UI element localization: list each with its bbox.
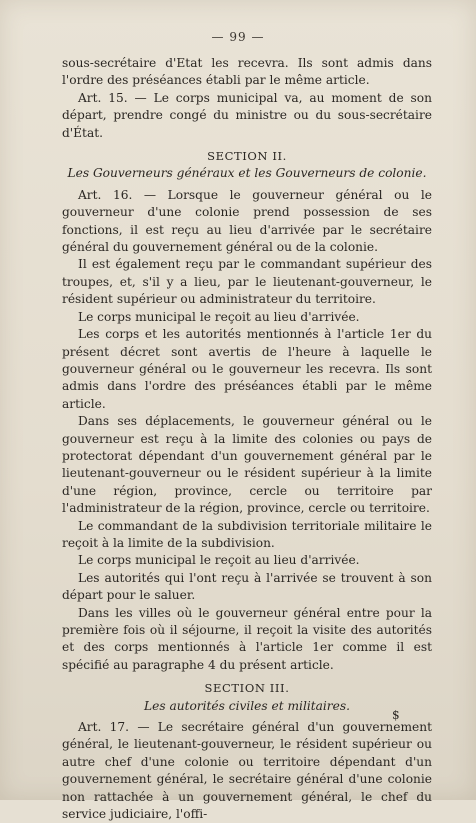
paragraph-art-15: Art. 15. — Le corps municipal va, au moment de son départ, prendre congé du ministre ou du sous-secrétaire d'État. bbox=[62, 90, 432, 140]
section-title-3: Les autorités civiles et militaires. bbox=[144, 698, 350, 713]
section-heading-3: SECTION III. bbox=[204, 681, 290, 696]
paragraph-art-16: Art. 16. — Lorsque le gouverneur général ou le gouverneur d'une colonie prend possession de ses fonctions, il est reçu au lieu d'arrivée par le secrétaire général du gouvernement général ou de la colonie. bbox=[62, 187, 432, 255]
paragraph: Le corps municipal le reçoit au lieu d'arrivée. bbox=[78, 309, 360, 324]
paragraph-continuation: sous-secrétaire d'Etat les recevra. Ils sont admis dans l'ordre des préséances établi par le même article. bbox=[62, 56, 432, 88]
section-heading-2: SECTION II. bbox=[207, 149, 287, 164]
paragraph: Il est également reçu par le commandant supérieur des troupes, et, s'il y a lieu, par le lieutenant-gouverneur, le résident supérieur ou administrateur du territoire. bbox=[62, 257, 432, 307]
paragraph: Le corps municipal le reçoit au lieu d'arrivée. bbox=[78, 553, 360, 568]
signature-mark: $ bbox=[392, 708, 400, 722]
paragraph: Dans les villes où le gouverneur général entre pour la première fois où il séjourne, il reçoit la visite des autorités et des corps mentionnés à l'article 1er comme il est spécifié au paragraphe 4 du présent article. bbox=[62, 605, 432, 672]
body-text bbox=[62, 55, 432, 823]
page-number: — 99 — bbox=[211, 30, 265, 44]
section-title-2: Les Gouverneurs généraux et les Gouverneurs de colonie. bbox=[67, 166, 427, 181]
paragraph: Les autorités qui l'ont reçu à l'arrivée se trouvent à son départ pour le saluer. bbox=[62, 570, 432, 603]
paragraph: Dans ses déplacements, le gouverneur général ou le gouverneur est reçu à la limite des colonies ou pays de protectorat dépendant d'un gouvernement général par le lieutenant-gouverneur ou le résident supérieur à la limite d'une région, province, cercle ou territoire par l'administrateur de la région, province, cercle ou territoire. bbox=[62, 414, 432, 516]
paragraph: Le commandant de la subdivision territoriale militaire le reçoit à la limite de la subdivision. bbox=[62, 518, 432, 550]
paragraph: Les corps et les autorités mentionnés à l'article 1er du présent décret sont avertis de l'heure à laquelle le gouverneur général ou le gouverneur les recevra. Ils sont admis dans l'ordre des préséances établi par le même article. bbox=[62, 327, 432, 411]
paragraph-art-17: Art. 17. — Le secrétaire général d'un gouvernement général, le lieutenant-gouverneur, le résident supérieur ou autre chef d'une colonie ou territoire dépendant d'un gouvernement général, le secrétaire général d'une colonie non rattachée à un gouvernement général, le chef du service judiciaire, l'offi- bbox=[62, 720, 432, 822]
